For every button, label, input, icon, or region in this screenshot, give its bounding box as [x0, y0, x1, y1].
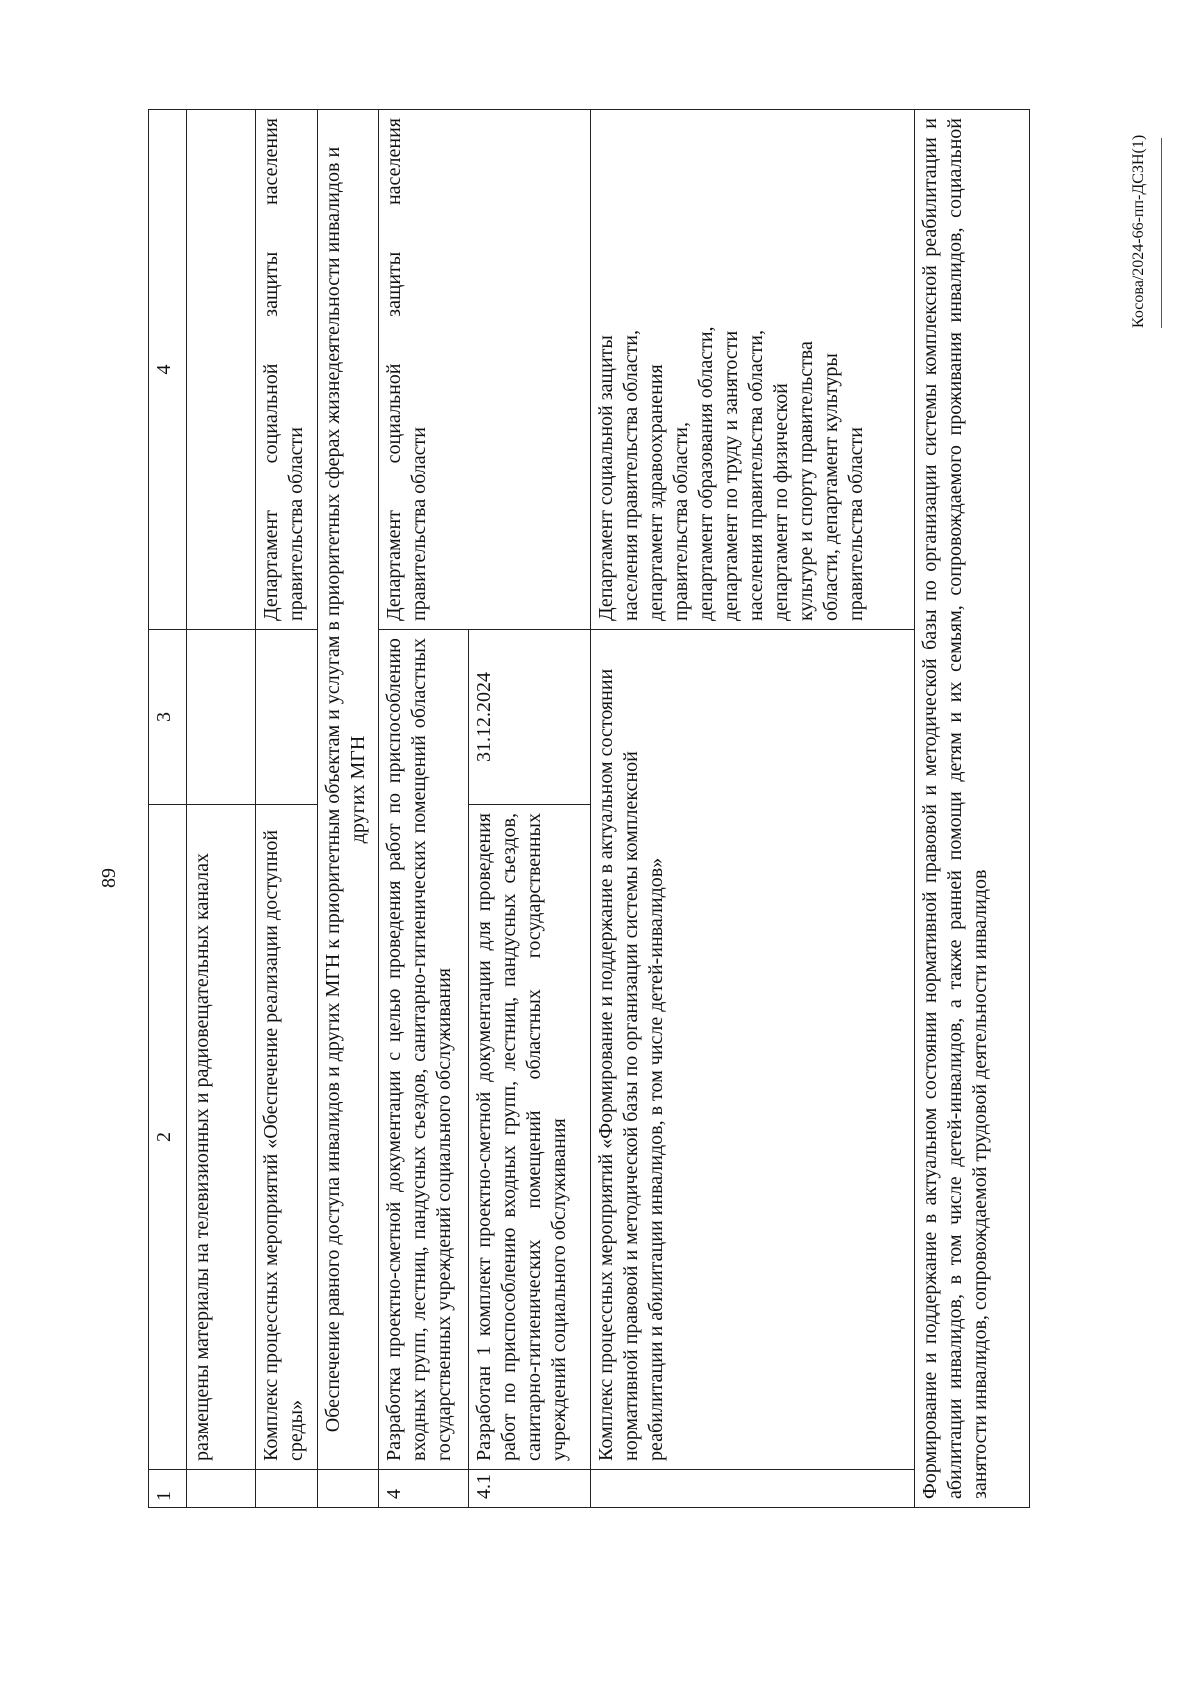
row-number: 4.1 — [468, 1470, 590, 1508]
table-row — [590, 110, 914, 1508]
document-code: Косова/2024-66-пп-ДСЗН(1) — [1130, 134, 1147, 328]
row-number — [590, 1470, 914, 1508]
row-date — [187, 630, 255, 805]
row-number — [255, 1470, 317, 1508]
row-department: Департамент социальной защиты населения правительства области, департамент здравоохранения правительства области, департамент образования области, департамент по труду и занятости населения правительства области, департамент по физической культуре и спорту правительства области, департамент культуры правительства области — [590, 110, 914, 630]
section-row — [914, 110, 1029, 1508]
table-row — [379, 110, 469, 1508]
section-heading: Формирование и поддержание в актуальном состоянии нормативной правовой и методической базы по организации системы комплексной реабилитации и абилитации инвалидов, в том числе детей-инвалидов, а также ранней помощи детям и их семьям, сопровождаемого проживания инвалидов, социальной занятости инвалидов, сопровождаемой трудовой деятельности инвалидов — [914, 110, 1029, 1508]
header-col-1: 1 — [149, 1470, 187, 1508]
row-department — [187, 110, 255, 630]
section-row — [317, 110, 379, 1508]
row-department: Департамент социальной защиты населения правительства области — [255, 110, 317, 630]
row-number — [317, 1470, 379, 1508]
row-name: размещены материалы на телевизионных и радиовещательных каналах — [187, 805, 255, 1470]
measures-table — [148, 109, 1030, 1508]
row-date: 31.12.2024 — [468, 630, 590, 805]
page-number: 89 — [98, 868, 120, 888]
row-name: Комплекс процессных мероприятий «Обеспечение реализации доступной среды» — [255, 805, 317, 1470]
table-row — [187, 110, 255, 1508]
header-col-4: 4 — [149, 110, 187, 630]
row-department: Департамент социальной защиты населения правительства области — [379, 110, 590, 630]
row-name: Комплекс процессных мероприятий «Формирование и поддержание в актуальном состоянии нормативной правовой и методической базы по организации системы комплексной реабилитации и абилитации инвалидов, в том числе детей-инвалидов» — [590, 630, 914, 1470]
document-code-underline — [1161, 138, 1162, 328]
header-col-3: 3 — [149, 630, 187, 805]
row-date — [255, 630, 317, 805]
section-heading: Обеспечение равного доступа инвалидов и других МГН к приоритетным объектам и услугам в приоритетных сферах жизнедеятельности инвалидов и других МГН — [317, 110, 379, 1470]
header-col-2: 2 — [149, 805, 187, 1470]
table-row — [255, 110, 317, 1508]
row-number: 4 — [379, 1470, 469, 1508]
row-name: Разработан 1 комплект проектно-сметной документации для проведения работ по приспособлению входных групп, лестниц, пандусных съездов, санитарно-гигиенических помещений областных государственных учреждений социального обслуживания — [468, 805, 590, 1470]
row-number — [187, 1470, 255, 1508]
row-name: Разработка проектно-сметной документации с целью проведения работ по приспособлению входных групп, лестниц, пандусных съездов, санитарно-гигиенических помещений областных государственных учреждений социального обслуживания — [379, 630, 469, 1470]
table-header-row — [149, 110, 187, 1508]
